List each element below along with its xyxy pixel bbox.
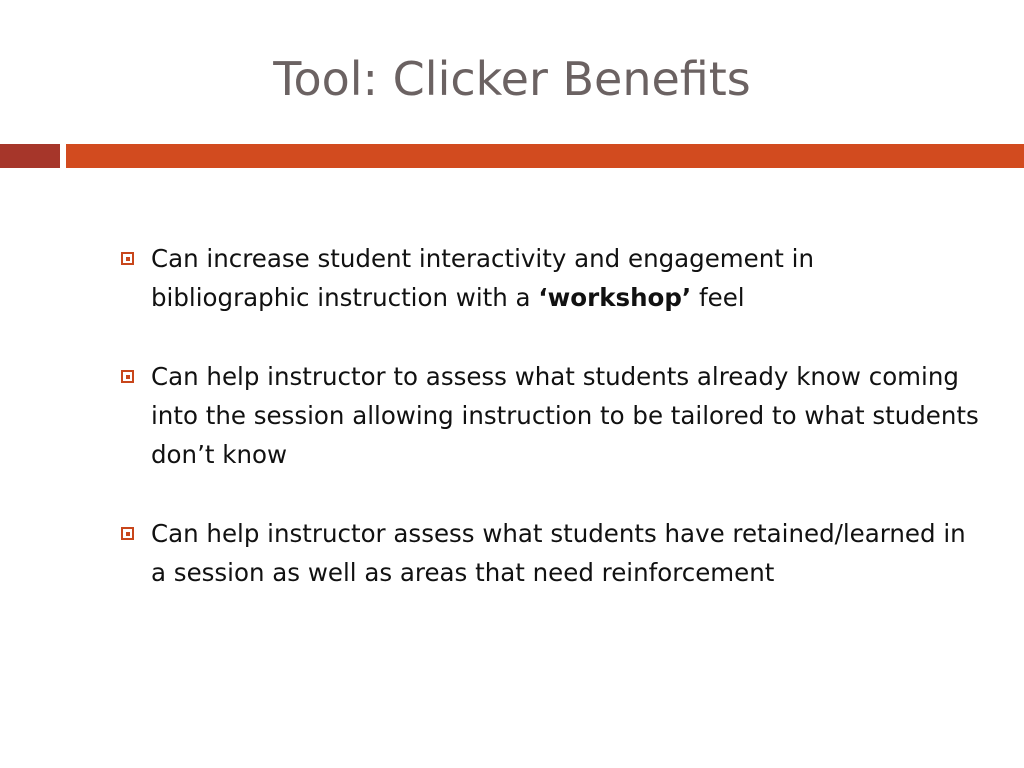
bullet-item (119, 514, 979, 592)
bullet-bold-text: ‘workshop’ (538, 283, 692, 312)
title-underline-right-bar (66, 144, 1024, 168)
bullet-list (119, 239, 979, 592)
slide-title: Tool: Clicker Benefits (273, 52, 751, 106)
square-bullet-icon (121, 370, 134, 383)
bullet-item (119, 239, 979, 317)
bullet-text-end: feel (691, 283, 745, 312)
square-bullet-icon (121, 252, 134, 265)
bullet-text: Can help instructor to assess what students already know coming into the session allowing instruction to be tailored to what students don’t know (151, 362, 979, 469)
bullet-text: Can help instructor assess what students have retained/learned in a session as well as areas that need reinforcement (151, 519, 966, 587)
bullet-item (119, 357, 979, 474)
title-underline-left-bar (0, 144, 60, 168)
square-bullet-icon (121, 527, 134, 540)
bullet-text: Can increase student interactivity and engagement in bibliographic instruction with a (151, 244, 814, 312)
